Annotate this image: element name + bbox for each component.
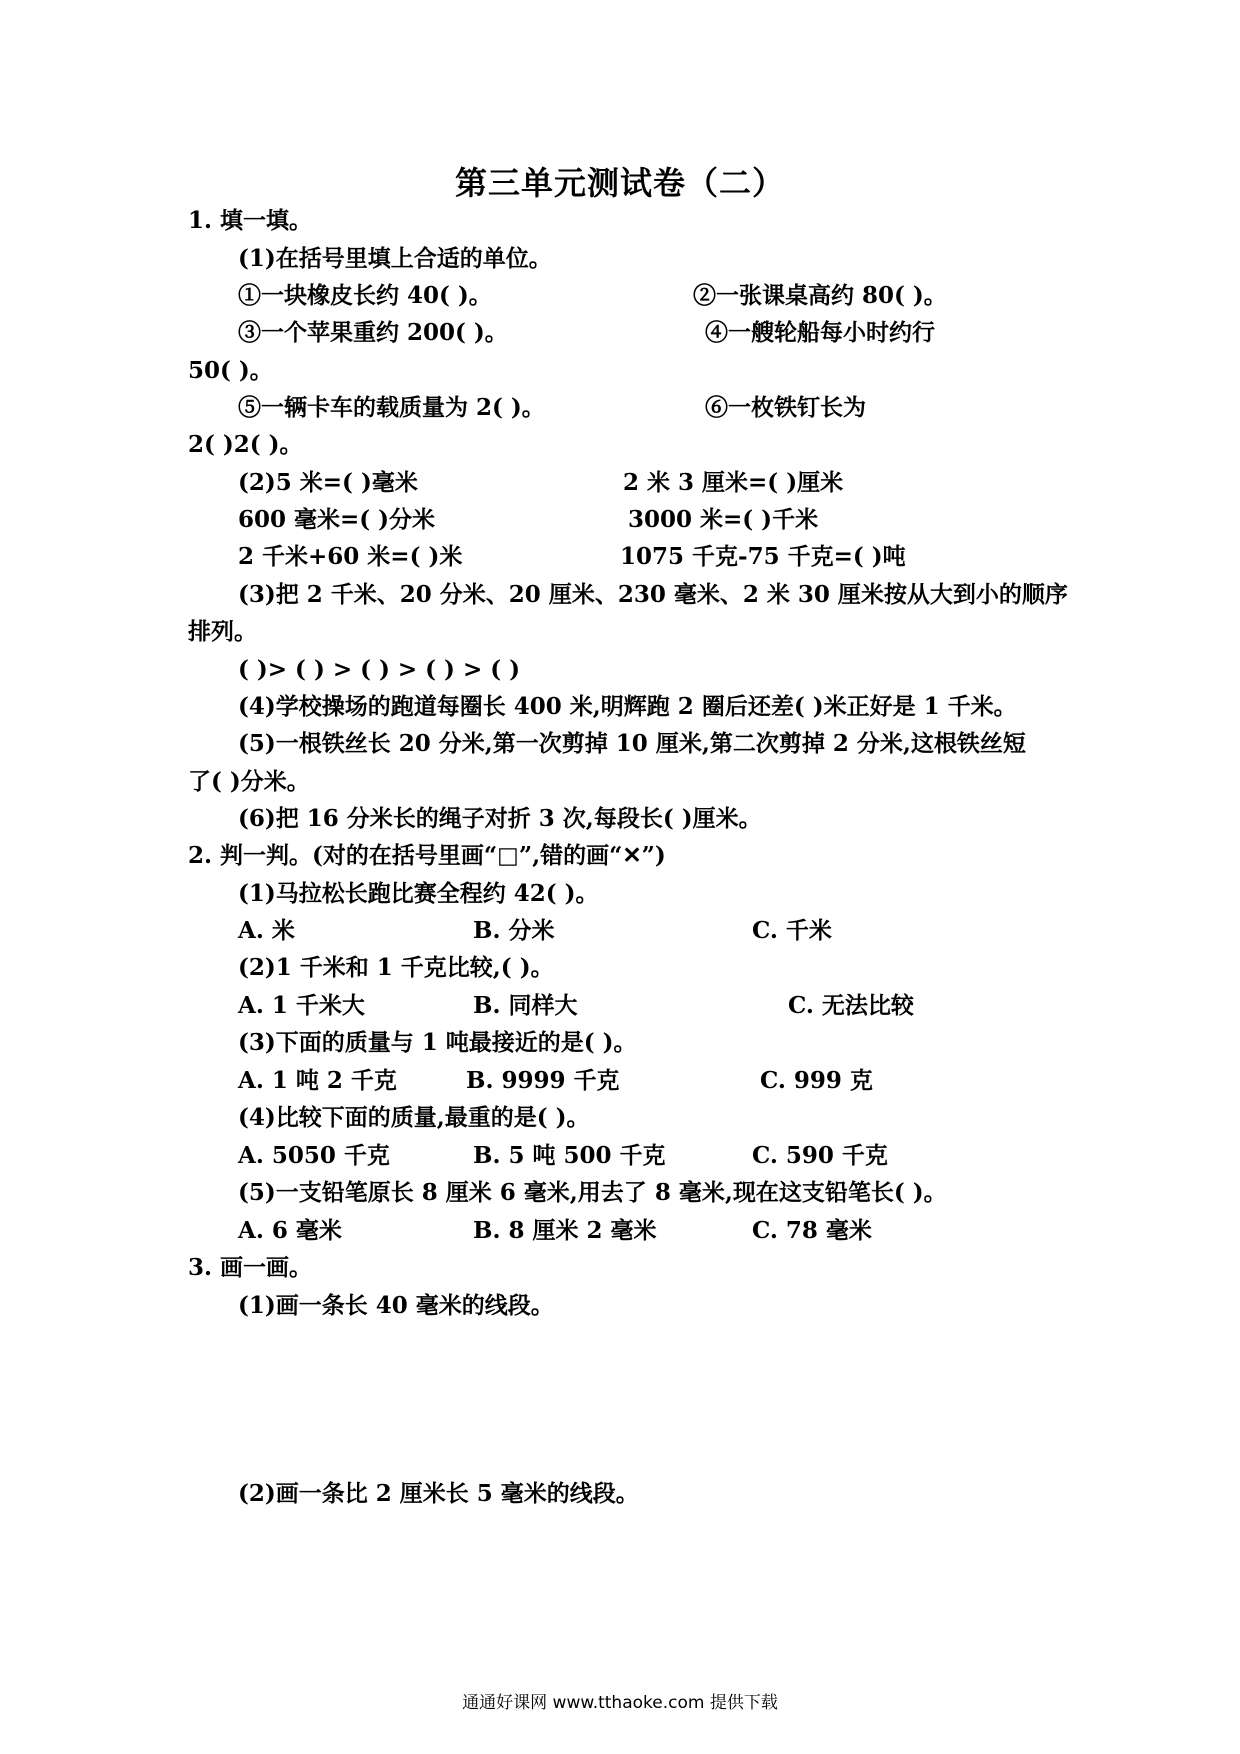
page-title: 第三单元测试卷（二） — [454, 164, 785, 202]
section2-heading: 2. 判一判。(对的在括号里画“□”,错的画“✕”) — [188, 842, 666, 869]
mc3-option-a: A. 1 吨 2 千克 — [238, 1067, 397, 1094]
mc2-option-a: A. 1 千米大 — [238, 992, 365, 1019]
q1-item-1: ①一块橡皮长约 40( )。 — [238, 282, 492, 309]
mc5-option-c: C. 78 毫米 — [752, 1217, 872, 1244]
q1-item-4: ④一艘轮船每小时约行 — [705, 319, 935, 346]
mc1-option-b: B. 分米 — [473, 917, 555, 944]
q2-item-1: (2)5 米=( )毫米 — [238, 469, 418, 496]
q4: (4)学校操场的跑道每圈长 400 米,明辉跑 2 圈后还差( )米正好是 1 千米。 — [238, 693, 1017, 720]
mc4-option-a: A. 5050 千克 — [238, 1142, 390, 1169]
q5-cont: 了( )分米。 — [188, 768, 310, 795]
q2-item-4: 3000 米=( )千米 — [628, 506, 819, 533]
q2-item-5: 2 千米+60 米=( )米 — [238, 543, 463, 570]
q1-item-4-cont: 50( )。 — [188, 357, 273, 384]
mc2-option-c: C. 无法比较 — [788, 992, 914, 1019]
q2-item-2: 2 米 3 厘米=( )厘米 — [623, 469, 844, 496]
mc5-question: (5)一支铅笔原长 8 厘米 6 毫米,用去了 8 毫米,现在这支铅笔长( )。 — [238, 1179, 947, 1206]
section1-heading: 1. 填一填。 — [188, 207, 313, 234]
mc3-question: (3)下面的质量与 1 吨最接近的是( )。 — [238, 1029, 637, 1056]
draw-q1: (1)画一条长 40 毫米的线段。 — [238, 1292, 554, 1319]
q3-blanks: ( )> ( ) > ( ) > ( ) > ( ) — [238, 656, 520, 683]
mc4-option-b: B. 5 吨 500 千克 — [473, 1142, 666, 1169]
mc3-option-b: B. 9999 千克 — [466, 1067, 620, 1094]
q1-item-6: ⑥一枚铁钉长为 — [705, 394, 866, 421]
q1-item-2: ②一张课桌高约 80( )。 — [693, 282, 947, 309]
q6: (6)把 16 分米长的绳子对折 3 次,每段长( )厘米。 — [238, 805, 762, 832]
q3-prompt: (3)把 2 千米、20 分米、20 厘米、230 毫米、2 米 30 厘米按从大到小的顺序 — [238, 581, 1068, 608]
mc5-option-b: B. 8 厘米 2 毫米 — [473, 1217, 657, 1244]
mc2-option-b: B. 同样大 — [473, 992, 578, 1019]
mc3-option-c: C. 999 克 — [760, 1067, 873, 1094]
mc2-question: (2)1 千米和 1 千克比较,( )。 — [238, 954, 554, 981]
q3-prompt-cont: 排列。 — [188, 618, 257, 645]
mc4-option-c: C. 590 千克 — [752, 1142, 888, 1169]
q1-item-5: ⑤一辆卡车的载质量为 2( )。 — [238, 394, 545, 421]
footer-credit: 通通好课网 www.tthaoke.com 提供下载 — [462, 1693, 778, 1713]
q1-item-3: ③一个苹果重约 200( )。 — [238, 319, 508, 346]
mc5-option-a: A. 6 毫米 — [238, 1217, 342, 1244]
mc1-option-a: A. 米 — [238, 917, 295, 944]
mc1-option-c: C. 千米 — [752, 917, 832, 944]
q2-item-6: 1075 千克-75 千克=( )吨 — [620, 543, 906, 570]
q2-item-3: 600 毫米=( )分米 — [238, 506, 436, 533]
q5: (5)一根铁丝长 20 分米,第一次剪掉 10 厘米,第二次剪掉 2 分米,这根铁丝短 — [238, 730, 1026, 757]
mc4-question: (4)比较下面的质量,最重的是( )。 — [238, 1104, 590, 1131]
draw-q2: (2)画一条比 2 厘米长 5 毫米的线段。 — [238, 1480, 639, 1507]
q1-prompt: (1)在括号里填上合适的单位。 — [238, 245, 552, 272]
mc1-question: (1)马拉松长跑比赛全程约 42( )。 — [238, 880, 599, 907]
section3-heading: 3. 画一画。 — [188, 1254, 313, 1281]
q1-item-6-cont: 2( )2( )。 — [188, 431, 303, 458]
